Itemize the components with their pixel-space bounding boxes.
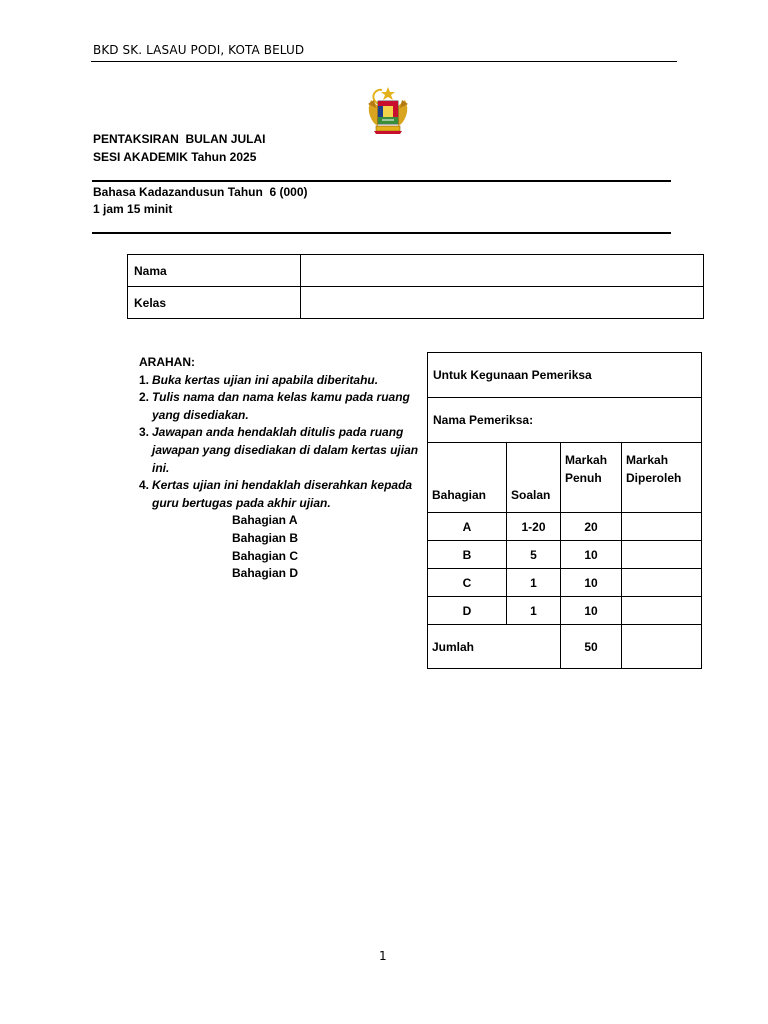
page-number: 1 — [379, 949, 387, 963]
section-cell: A — [428, 513, 507, 541]
section-label: Bahagian C — [232, 548, 299, 563]
obtained-marks-cell[interactable] — [622, 513, 702, 541]
student-info-table — [127, 254, 704, 319]
section-header: Bahagian — [428, 443, 507, 513]
section-cell: B — [428, 541, 507, 569]
malaysia-coat-of-arms-icon — [364, 86, 412, 136]
section-cell: C — [428, 569, 507, 597]
section-label: Bahagian B — [232, 530, 299, 545]
obtained-marks-cell[interactable] — [622, 597, 702, 625]
name-field[interactable] — [301, 255, 704, 287]
obtained-marks-header: Markah Diperoleh — [622, 443, 702, 513]
question-cell: 5 — [507, 541, 561, 569]
school-header: BKD SK. LASAU PODI, KOTA BELUD — [93, 43, 305, 57]
table-row — [428, 513, 702, 541]
question-cell: 1-20 — [507, 513, 561, 541]
header-rule — [91, 61, 677, 62]
class-row — [128, 287, 704, 319]
divider — [92, 180, 671, 182]
table-row — [428, 541, 702, 569]
instruction-item: 1. Buka kertas ujian ini apabila diberitahu. — [139, 372, 379, 387]
full-marks-cell: 10 — [561, 541, 622, 569]
instruction-item: 3. Jawapan anda hendaklah ditulis pada ruang jawapan yang disediakan di dalam kertas ujian ini. — [139, 425, 419, 475]
question-header: Soalan — [507, 443, 561, 513]
section-cell: D — [428, 597, 507, 625]
class-label: Kelas — [128, 287, 301, 319]
section-label: Bahagian A — [232, 513, 298, 528]
instruction-item: 2. Tulis nama dan nama kelas kamu pada ruang yang disediakan. — [139, 390, 410, 422]
class-field[interactable] — [301, 287, 704, 319]
subject-title: Bahasa Kadazandusun Tahun 6 (000) — [93, 185, 308, 199]
total-row — [428, 625, 702, 669]
name-row — [128, 255, 704, 287]
question-cell: 1 — [507, 569, 561, 597]
obtained-marks-cell[interactable] — [622, 541, 702, 569]
instruction-item: 4. Kertas ujian ini hendaklah diserahkan kepada guru bertugas pada akhir ujian. — [139, 478, 413, 510]
section-list — [232, 512, 424, 582]
examiner-name-label: Nama Pemeriksa: — [428, 398, 702, 443]
assessment-title: PENTAKSIRAN BULAN JULAI — [93, 132, 266, 146]
total-obtained-cell[interactable] — [622, 625, 702, 669]
obtained-marks-cell[interactable] — [622, 569, 702, 597]
examiner-table — [427, 352, 702, 669]
table-row — [428, 597, 702, 625]
full-marks-cell: 10 — [561, 597, 622, 625]
table-row — [428, 569, 702, 597]
full-marks-header: Markah Penuh — [561, 443, 622, 513]
question-cell: 1 — [507, 597, 561, 625]
total-label: Jumlah — [428, 625, 561, 669]
instructions — [139, 354, 424, 583]
instruction-list — [139, 372, 424, 513]
total-marks: 50 — [561, 625, 622, 669]
examiner-table-title: Untuk Kegunaan Pemeriksa — [428, 353, 702, 398]
full-marks-cell: 20 — [561, 513, 622, 541]
academic-session: SESI AKADEMIK Tahun 2025 — [93, 150, 257, 164]
section-label: Bahagian D — [232, 566, 299, 581]
exam-duration: 1 jam 15 minit — [93, 202, 173, 216]
instructions-heading: ARAHAN: — [139, 355, 195, 369]
name-label: Nama — [128, 255, 301, 287]
divider — [92, 232, 671, 234]
full-marks-cell: 10 — [561, 569, 622, 597]
